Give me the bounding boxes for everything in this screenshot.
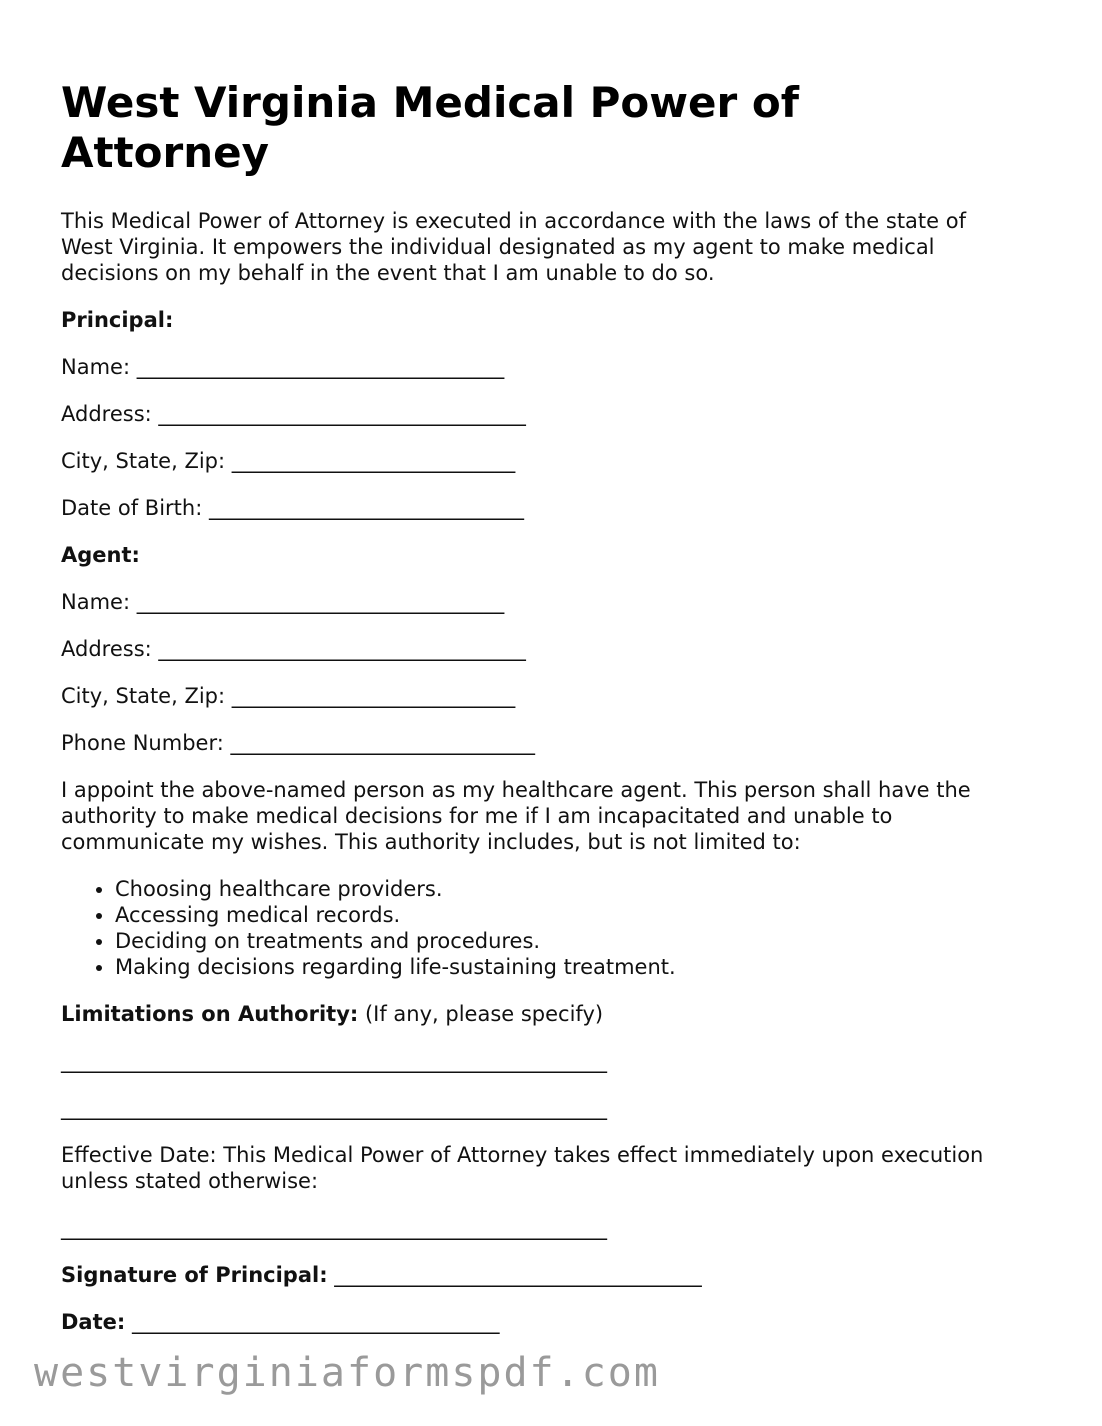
limitations-note: (If any, please specify) <box>358 1002 604 1026</box>
signature-blank: ___________________________________ <box>327 1263 702 1287</box>
list-item: • Choosing healthcare providers. <box>115 876 1021 902</box>
principal-dob-field: Date of Birth: ______________________________ <box>61 496 524 520</box>
list-item: • Accessing medical records. <box>115 902 1021 928</box>
list-item: • Making decisions regarding life-sustaining treatment. <box>115 954 1021 980</box>
principal-address-field: Address: ___________________________________ <box>61 402 526 426</box>
list-item: • Deciding on treatments and procedures. <box>115 928 1021 954</box>
effective-date-blank: ____________________________________________________ <box>61 1216 607 1240</box>
principal-city-field: City, State, Zip: ___________________________ <box>61 449 516 473</box>
watermark: westvirginiaformspdf.com <box>34 1350 660 1396</box>
page-title: West Virginia Medical Power of Attorney <box>61 78 799 177</box>
date-label: Date: <box>61 1310 126 1334</box>
agent-city-field: City, State, Zip: ___________________________ <box>61 684 516 708</box>
intro-paragraph: This Medical Power of Attorney is executed in accordance with the laws of the state of West Virginia. It empowers the individual designated as my agent to make medical decisions on my behalf in the event that I am unable to do so. <box>61 209 966 285</box>
agent-name-field: Name: ___________________________________ <box>61 590 505 614</box>
authority-list <box>61 876 1021 980</box>
agent-address-field: Address: ___________________________________ <box>61 637 526 661</box>
signature-line <box>61 1262 1021 1288</box>
signature-label: Signature of Principal: <box>61 1263 328 1287</box>
document-page <box>61 78 1021 1356</box>
agent-heading: Agent: <box>61 543 140 567</box>
effective-date-paragraph: Effective Date: This Medical Power of Attorney takes effect immediately upon execution unless stated otherwise: <box>61 1143 984 1193</box>
appointment-paragraph: I appoint the above-named person as my healthcare agent. This person shall have the authority to make medical decisions for me if I am incapacitated and unable to communicate my wishes. This authority includes, but is not limited to: <box>61 778 971 854</box>
principal-name-field: Name: ___________________________________ <box>61 355 505 379</box>
limitations-label: Limitations on Authority: <box>61 1002 359 1026</box>
limitations-blank-1: ____________________________________________________ <box>61 1049 607 1073</box>
principal-heading: Principal: <box>61 308 174 332</box>
limitations-blank-2: ____________________________________________________ <box>61 1096 607 1120</box>
date-blank: ___________________________________ <box>125 1310 500 1334</box>
date-line <box>61 1309 1021 1335</box>
agent-phone-field: Phone Number: _____________________________ <box>61 731 535 755</box>
limitations-line <box>61 1001 1021 1027</box>
